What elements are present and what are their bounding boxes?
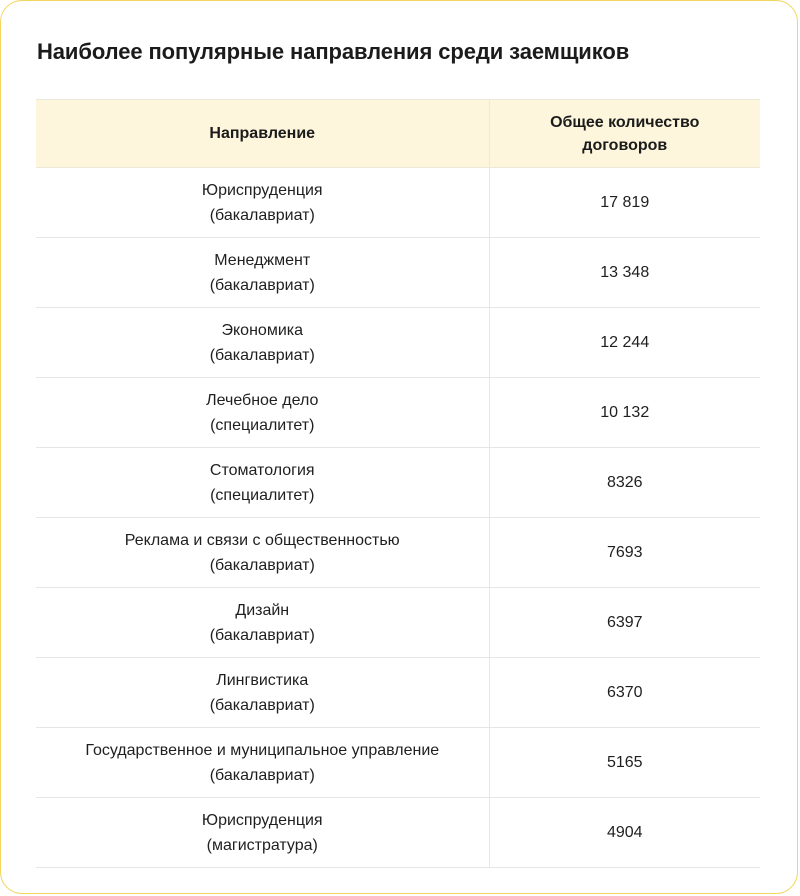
degree-level: (бакалавриат) <box>209 276 315 294</box>
direction-cell <box>36 308 489 378</box>
degree-level: (магистратура) <box>206 836 318 854</box>
count-cell: 17 819 <box>489 168 760 238</box>
direction-cell <box>36 798 489 868</box>
direction-name: Реклама и связи с общественностью <box>124 531 400 549</box>
table-row <box>36 448 760 518</box>
directions-table <box>36 99 760 868</box>
direction-name: Юриспруденция <box>201 811 323 829</box>
page-title: Наиболее популярные направления среди заемщиков <box>37 39 630 64</box>
count-cell: 12 244 <box>489 308 760 378</box>
degree-level: (бакалавриат) <box>209 766 315 784</box>
count-cell: 10 132 <box>489 378 760 448</box>
degree-level: (специалитет) <box>210 416 315 434</box>
header-direction: Направление <box>36 100 489 168</box>
degree-level: (бакалавриат) <box>209 626 315 644</box>
direction-name: Юриспруденция <box>201 181 323 199</box>
table-row <box>36 308 760 378</box>
table-row <box>36 588 760 658</box>
count-cell: 6370 <box>489 658 760 728</box>
direction-cell <box>36 588 489 658</box>
degree-level: (специалитет) <box>210 486 315 504</box>
direction-name: Лингвистика <box>216 671 309 689</box>
count-cell: 6397 <box>489 588 760 658</box>
count-cell: 13 348 <box>489 238 760 308</box>
degree-level: (бакалавриат) <box>209 206 315 224</box>
table-row <box>36 518 760 588</box>
table-row <box>36 238 760 308</box>
header-row <box>36 100 760 168</box>
table-header <box>36 100 760 168</box>
direction-name: Экономика <box>221 321 303 339</box>
direction-cell <box>36 518 489 588</box>
count-cell: 8326 <box>489 448 760 518</box>
table-row <box>36 378 760 448</box>
count-cell: 7693 <box>489 518 760 588</box>
table-row <box>36 728 760 798</box>
count-cell: 4904 <box>489 798 760 868</box>
direction-cell <box>36 658 489 728</box>
direction-cell <box>36 728 489 798</box>
table-row <box>36 168 760 238</box>
direction-name: Государственное и муниципальное управление <box>85 741 440 759</box>
direction-cell <box>36 448 489 518</box>
direction-name: Лечебное дело <box>206 391 319 409</box>
direction-name: Стоматология <box>209 461 315 479</box>
header-contract-count: Общее количество договоров <box>489 100 760 168</box>
degree-level: (бакалавриат) <box>209 556 315 574</box>
degree-level: (бакалавриат) <box>209 696 315 714</box>
direction-cell <box>36 168 489 238</box>
table-row <box>36 798 760 868</box>
direction-name: Дизайн <box>235 601 290 619</box>
degree-level: (бакалавриат) <box>209 346 315 364</box>
direction-cell <box>36 378 489 448</box>
direction-name: Менеджмент <box>214 251 311 269</box>
direction-cell <box>36 238 489 308</box>
count-cell: 5165 <box>489 728 760 798</box>
table-row <box>36 658 760 728</box>
table-body <box>36 168 760 868</box>
